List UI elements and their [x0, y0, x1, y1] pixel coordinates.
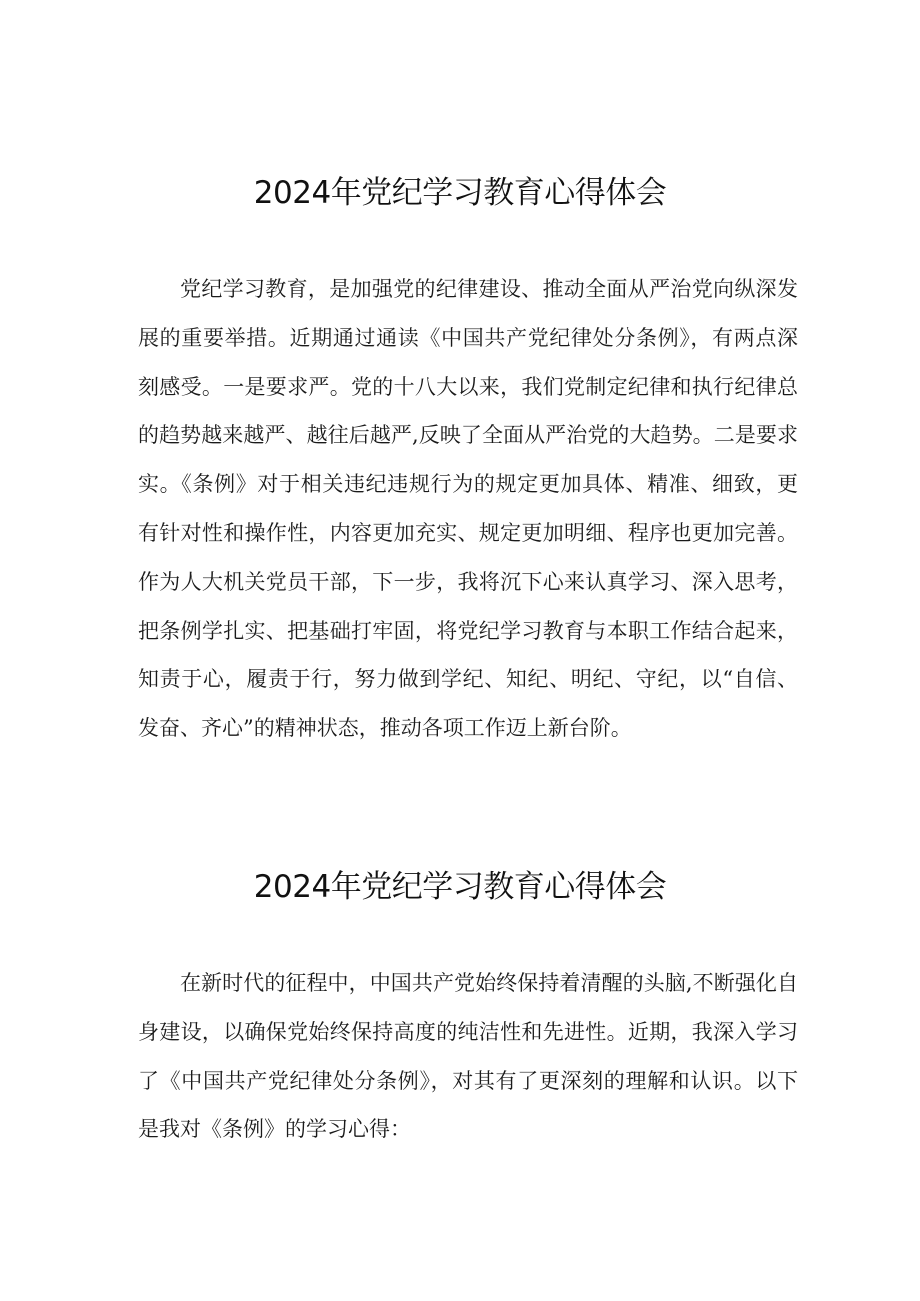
section-title: 2024年党纪学习教育心得体会	[253, 869, 667, 905]
section-title: 2024年党纪学习教育心得体会	[253, 175, 667, 211]
section-paragraph: 党纪学习教育，是加强党的纪律建设、推动全面从严治党向纵深发展的重要举措。近期通过通读《中国共产党纪律处分条例》，有两点深刻感受。一是要求严。党的十八大以来，我们党制定纪律和执行纪律总的趋势越来越严、越往后越严,反映了全面从严治党的大趋势。二是要求实。《条例》对于相关违纪违规行为的规定更加具体、精准、细致，更有针对性和操作性，内容更加充实、规定更加明细、程序也更加完善。作为人大机关党员干部，下一步，我将沉下心来认真学习、深入思考，把条例学扎实、把基础打牢固，将党纪学习教育与本职工作结合起来，知责于心，履责于行，努力做到学纪、知纪、明纪、守纪，以“自信、发奋、齐心”的精神状态，推动各项工作迈上新台阶。	[138, 277, 798, 741]
section-paragraph: 在新时代的征程中，中国共产党始终保持着清醒的头脑,不断强化自身建设，以确保党始终保持高度的纯洁性和先进性。近期，我深入学习了《中国共产党纪律处分条例》，对其有了更深刻的理解和认识。以下是我对《条例》的学习心得：	[138, 971, 798, 1142]
